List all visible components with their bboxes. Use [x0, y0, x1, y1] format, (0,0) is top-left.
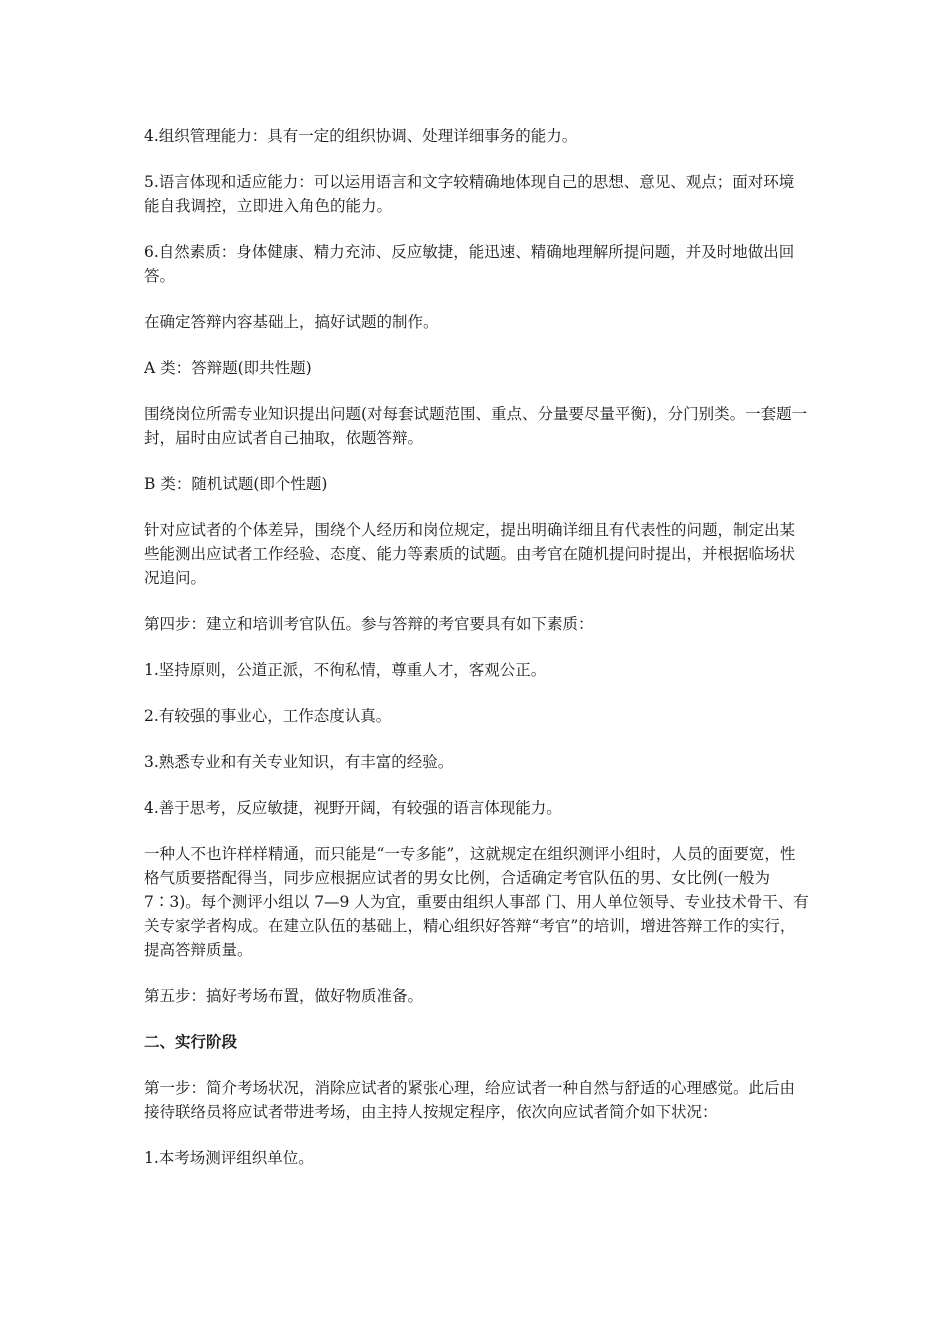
- paragraph-class-b-title: B 类：随机试题(即个性题): [144, 475, 328, 493]
- document-body: [144, 124, 809, 1192]
- paragraph-ability-organization: 4.组织管理能力：具有一定的组织协调、处理详细事务的能力。: [144, 127, 578, 145]
- paragraph-question-making: 在确定答辩内容基础上，搞好试题的制作。: [144, 313, 439, 331]
- paragraph-class-b-body: 针对应试者的个体差异，围绕个人经历和岗位规定，提出明确详细且有代表性的问题，制定出某些能测出应试者工作经验、态度、能力等素质的试题。由考官在随机提问时提出，并根据临场状况追问。: [144, 521, 796, 587]
- paragraph-ability-natural: 6.自然素质：身体健康、精力充沛、反应敏捷，能迅速、精确地理解所提问题，并及时地做出回答。: [144, 243, 795, 285]
- paragraph-examiner-quality-3: 3.熟悉专业和有关专业知识，有丰富的经验。: [144, 753, 454, 771]
- paragraph-class-a-title: A 类：答辩题(即共性题): [144, 359, 312, 377]
- paragraph-examiner-quality-1: 1.坚持原则，公道正派，不徇私情，尊重人才，客观公正。: [144, 661, 547, 679]
- paragraph-step-five: 第五步：搞好考场布置，做好物质准备。: [144, 987, 424, 1005]
- paragraph-step-four: 第四步：建立和培训考官队伍。参与答辩的考官要具有如下素质：: [144, 615, 594, 633]
- paragraph-intro-item-1: 1.本考场测评组织单位。: [144, 1149, 314, 1167]
- section-heading-implementation: 二、实行阶段: [144, 1032, 238, 1051]
- paragraph-examiner-quality-4: 4.善于思考，反应敏捷，视野开阔，有较强的语言体现能力。: [144, 799, 562, 817]
- paragraph-ability-language: 5.语言体现和适应能力：可以运用语言和文字较精确地体现自己的思想、意见、观点；面对环境能自我调控，立即进入角色的能力。: [144, 173, 795, 215]
- paragraph-examiner-quality-2: 2.有较强的事业心，工作态度认真。: [144, 707, 392, 725]
- paragraph-class-a-body: 围绕岗位所需专业知识提出问题(对每套试题范围、重点、分量要尽量平衡)，分门别类。一套题一封，届时由应试者自己抽取，依题答辩。: [144, 405, 808, 447]
- paragraph-team-composition: 一种人不也许样样精通，而只能是“一专多能”，这就规定在组织测评小组时，人员的面要宽，性格气质要搭配得当，同步应根据应试者的男女比例，合适确定考官队伍的男、女比例(一般为 7∶3)。每个测评小组以 7—9 人为宜，重要由组织人事部 门、用人单位领导、专业技术骨干、有关专家学者构成。在建立队伍的基础上，精心组织好答辩“考官”的培训，增进答辩工作的实行，提高答辩质量。: [144, 845, 809, 959]
- paragraph-implementation-step-one: 第一步：简介考场状况，消除应试者的紧张心理，给应试者一种自然与舒适的心理感觉。此后由接待联络员将应试者带进考场，由主持人按规定程序，依次向应试者简介如下状况：: [144, 1079, 796, 1121]
